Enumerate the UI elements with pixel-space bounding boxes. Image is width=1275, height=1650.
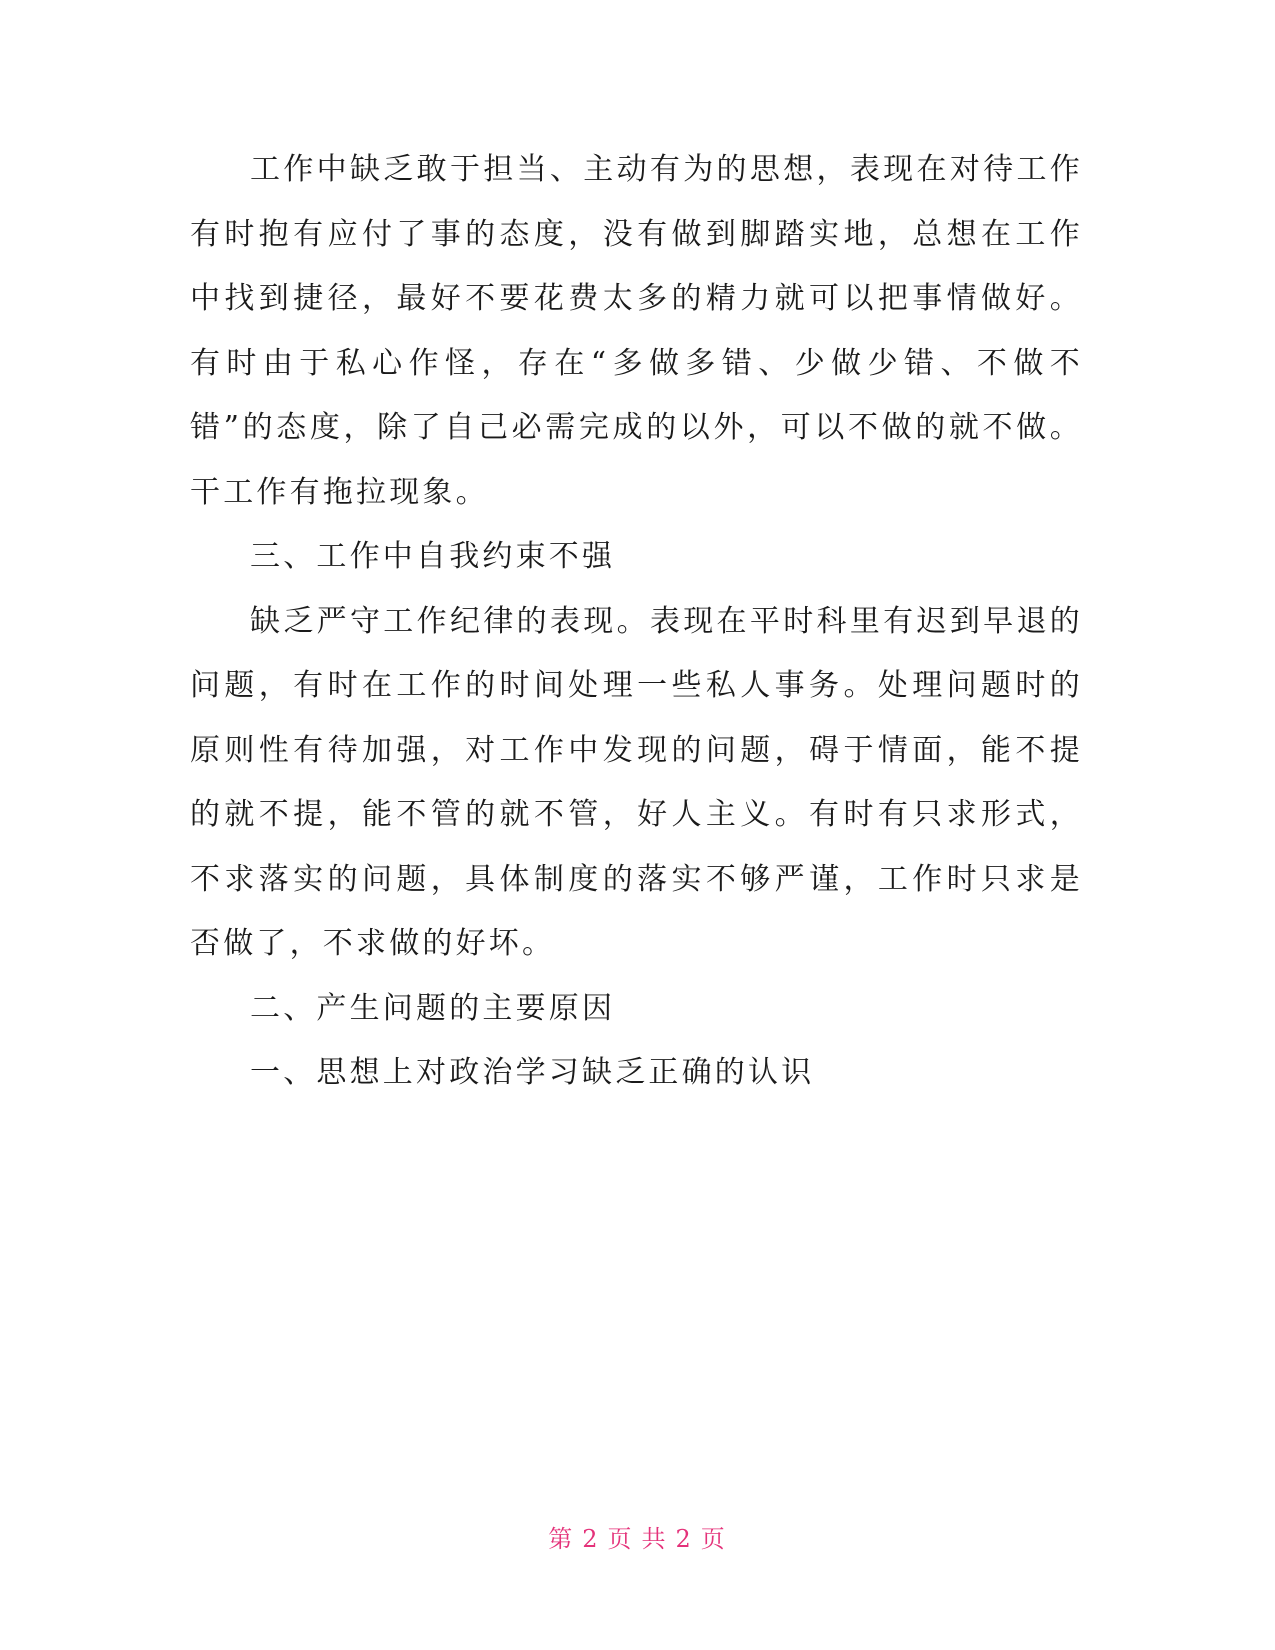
section-heading: 二、产生问题的主要原因 [250,990,616,1026]
document-body [190,138,1083,1106]
body-paragraph: 工作中缺乏敢于担当、主动有为的思想，表现在对待工作有时抱有应付了事的态度，没有做到脚踏实地，总想在工作中找到捷径，最好不要花费太多的精力就可以把事情做好。有时由于私心作怪，存在“多做多错、少做少错、不做不错”的态度，除了自己必需完成的以外，可以不做的就不做。干工作有拖拉现象。 [190,152,1083,510]
page-footer [0,1523,1275,1555]
body-paragraph: 缺乏严守工作纪律的表现。表现在平时科里有迟到早退的问题，有时在工作的时间处理一些私人事务。处理问题时的原则性有待加强，对工作中发现的问题，碍于情面，能不提的就不提，能不管的就不管，好人主义。有时有只求形式，不求落实的问题，具体制度的落实不够严谨，工作时只求是否做了，不求做的好坏。 [190,603,1083,961]
total-page-number: 2 [675,1525,693,1553]
page-prefix: 第 [548,1525,575,1553]
total-word: 页 [700,1525,727,1553]
section-heading: 三、工作中自我约束不强 [250,539,616,574]
section-heading: 一、思想上对政治学习缺乏正确的认识 [250,1055,815,1090]
total-prefix: 共 [641,1525,668,1553]
current-page-number: 2 [582,1525,600,1553]
page-word: 页 [607,1525,634,1553]
